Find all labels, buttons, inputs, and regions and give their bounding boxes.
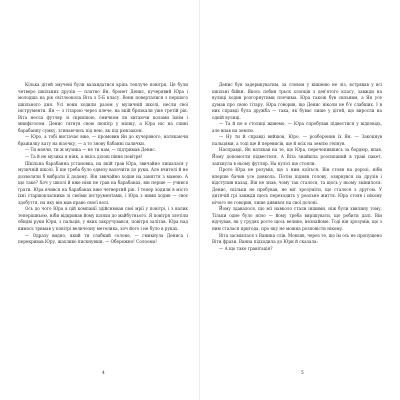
right-page (200, 0, 400, 400)
paragraph: — Ти мовчи, ти ж музика — не ти нам, — підтримав Денис. (25, 147, 157, 153)
right-page-text (212, 82, 382, 252)
paragraph: Шкільна барабанна установка, на якій грав Юра, звичайно лишалася у музичній школі. Її ше треба було одвезу валочити до руки. Але вчителі й не дозволяли б вибрати її додому. Він звичайно ходив на заняття з мамою. А що таке? Хоч у школі й вже ніяк не грав на барабанах, він перше — учився грати. Юра вчився на барабанах вже четвертий рік. І тепер ходили в місто їхні старшокласники зі своїми інструментами, і Юра з ними ходив — своє здобуття, на яку він мав право своєї волі. (18, 160, 188, 205)
paragraph: Денис був задерикуватим, за словом у кишеню не ліз, встрявав у всі шкільні бійки. Якось побив трьох хлопців з дев'ятого класу, завжди на вулиці ходив розгорнутими плечима. Юра також був сильним, а Ян усе думав про свою гітару. Юра говорив, що Денис ніколи не б'є слабших. І в них справді була дружба — така, як буває лише у дітей, що виросли на одній вулиці. (212, 82, 382, 120)
left-page-text (18, 82, 188, 246)
paragraph: — А що таке гравітація? (219, 245, 273, 251)
paragraph: — Одразу видно, який ти слабкий солоне, — гмикнула Дениса і перекривав Юру, жахливо пискнувши. — Обережно! Солоома! (18, 232, 188, 245)
paragraph: Насправді, Ян натякав на те, що Юра, перечепившись за бордюр, впав. Йому допомогли підвестися. А Віта знайшла розсипаний в траві пакет, запхнула в ньому футляр. На кулісі ще стояли. (212, 147, 382, 166)
paragraph: Йому здавалося, що всі навколо стали іншими, ніж були хвилину тому. Тільки одне було ясно — йому треба вирішувати, що робити далі. Він відчував, як у грудях росте щось велике, незнайоме. Тоді він зрозумів, що з ним сталася пригода, про яку не можна розповісти нікому. (212, 206, 382, 232)
paragraph: Віта засміялася з Ванина слів. Мовляв, через те, що їм ось не пропущено Віти фрази. Ванна підходила до Юри й сказала: (212, 232, 382, 245)
paragraph: Ось до чого Юра в цій компанії здійснював свої мрії у повітрі, і з валик теперішньою, ніби відкривав йому шляхи до майбутнього. Я повітря злетіли обидві руки Юри, з пальців, у яких закручувався, повітря залітав. Юра над кимось тримав у повітрі величезну метелика, хоч його і не було в руках. (18, 206, 188, 232)
paragraph: — Юро, а тобі вистачає вже, — промовив Ян до кучерявого, натякаючи бражилку кату на візочку, — а то знову бабанні палички. (18, 134, 188, 146)
paragraph: — Та й не музика я ніяк, а якісь ділові півня повітря! (25, 154, 143, 160)
paragraph: Проте Юра не розумів, що з ним коїться. Він стояв на дорозі, ніби вперше бачив усе довкола. Потім підняв голову, озирнувся на друзів і відступив назад. Він не знав, чому так сталося, та щось у ньому змінилося. Денис, скільки не пробував, не міг зрозуміти, що сталося з другом. У дитячій грі завжди щось переходить у реальне життя. Юра стояв і нікому нічого не говорив, лише дивився на свої долоні. (212, 167, 382, 205)
paragraph: Кілька дітей змучені були валандатися кріпь теплуче повітря. Це були четверо шкільних друзів — платно Ян, бронет Денис, кучерявий Юра і молодша на рік світлоокола Віта з 5-Б класу. Вони поверталися з першого шкільного дня. Усі вони ходили разом у музичній школі, несли свої інструменти. Ян — з гітарою через плече, на якій брязкали уже третій рік. Віта несла футляр зі скрипкою, смичком ли хитаючи колами їхнім і мнифіголом. Денис тягнув свою пюпітр у мішку, а Юра ніс на спині барабанну сумку, згинаючись під нею, як під рюкзаком. (18, 82, 188, 133)
paragraph: — Ну ти й справді вийшов, Юро, — розборонив їх Ян. — Закоцнув пальцями, а тоді ще й перевисів, ще й всіх на землю гепнув. (212, 134, 382, 146)
paragraph: — Та й не в столиці живемо, — Юра спробував підвестися у відповідь, але впав на землю. (212, 121, 382, 133)
page-number: 5 (301, 371, 304, 376)
page-number: 4 (102, 371, 105, 376)
